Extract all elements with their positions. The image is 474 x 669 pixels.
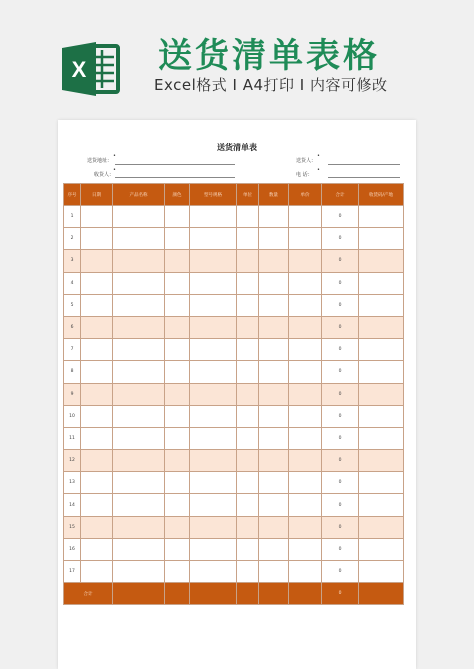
row-number-cell[interactable]: 17 bbox=[64, 561, 81, 583]
column-header: 单价 bbox=[289, 184, 322, 206]
table-row bbox=[64, 206, 404, 228]
table-cell[interactable] bbox=[289, 494, 322, 516]
table-cell[interactable] bbox=[359, 561, 404, 583]
table-row bbox=[64, 361, 404, 383]
table-cell[interactable] bbox=[190, 405, 237, 427]
table-cell[interactable] bbox=[81, 383, 113, 405]
table-cell[interactable] bbox=[359, 427, 404, 449]
table-cell[interactable] bbox=[113, 450, 165, 472]
column-header: 合计 bbox=[322, 184, 359, 206]
table-cell[interactable] bbox=[113, 361, 165, 383]
page-title: 送货清单表格 bbox=[158, 36, 380, 76]
table-cell[interactable] bbox=[289, 228, 322, 250]
table-cell[interactable] bbox=[113, 583, 165, 605]
table-cell[interactable] bbox=[190, 472, 237, 494]
table-cell[interactable] bbox=[81, 494, 113, 516]
table-cell[interactable] bbox=[81, 339, 113, 361]
row-total-cell[interactable]: 0 bbox=[322, 316, 359, 338]
table-row bbox=[64, 272, 404, 294]
row-total-cell[interactable]: 0 bbox=[322, 405, 359, 427]
table-footer-row bbox=[64, 583, 404, 605]
column-header: 序号 bbox=[64, 184, 81, 206]
table-cell[interactable] bbox=[165, 516, 190, 538]
row-total-cell[interactable]: 0 bbox=[322, 494, 359, 516]
row-number-cell[interactable]: 15 bbox=[64, 516, 81, 538]
table-cell[interactable] bbox=[81, 228, 113, 250]
table-cell[interactable] bbox=[359, 383, 404, 405]
table-cell[interactable] bbox=[259, 427, 289, 449]
table-row bbox=[64, 450, 404, 472]
table-cell[interactable] bbox=[289, 250, 322, 272]
table-cell[interactable] bbox=[165, 339, 190, 361]
excel-logo-icon bbox=[60, 38, 122, 100]
table-cell[interactable] bbox=[190, 272, 237, 294]
phone-label: 电 话： bbox=[296, 172, 313, 178]
table-cell[interactable] bbox=[359, 494, 404, 516]
table-header-row bbox=[64, 184, 404, 206]
table-cell[interactable] bbox=[113, 206, 165, 228]
column-header: 收货码/产地 bbox=[359, 184, 404, 206]
table-cell[interactable] bbox=[289, 272, 322, 294]
row-number-cell[interactable]: 10 bbox=[64, 405, 81, 427]
table-cell[interactable] bbox=[237, 206, 259, 228]
table-cell[interactable] bbox=[165, 383, 190, 405]
row-total-cell[interactable]: 0 bbox=[322, 516, 359, 538]
table-cell[interactable] bbox=[165, 583, 190, 605]
table-cell[interactable] bbox=[359, 472, 404, 494]
table-cell[interactable] bbox=[259, 294, 289, 316]
table-cell[interactable] bbox=[259, 450, 289, 472]
table-cell[interactable] bbox=[359, 538, 404, 560]
column-header: 产品名称 bbox=[113, 184, 165, 206]
table-cell[interactable] bbox=[81, 405, 113, 427]
row-total-cell[interactable]: 0 bbox=[322, 250, 359, 272]
table-cell[interactable] bbox=[359, 294, 404, 316]
table-cell[interactable] bbox=[190, 538, 237, 560]
table-cell[interactable] bbox=[259, 250, 289, 272]
table-cell[interactable] bbox=[259, 206, 289, 228]
table-cell[interactable] bbox=[359, 228, 404, 250]
table-cell[interactable] bbox=[289, 561, 322, 583]
table-body bbox=[64, 206, 404, 583]
table-cell[interactable] bbox=[359, 583, 404, 605]
row-number-cell[interactable]: 13 bbox=[64, 472, 81, 494]
row-number-cell[interactable]: 3 bbox=[64, 250, 81, 272]
table-cell[interactable] bbox=[190, 339, 237, 361]
table-cell[interactable] bbox=[113, 250, 165, 272]
table-cell[interactable] bbox=[190, 206, 237, 228]
column-header: 颜色 bbox=[165, 184, 190, 206]
table-cell[interactable] bbox=[190, 228, 237, 250]
table-cell[interactable] bbox=[81, 361, 113, 383]
row-number-cell[interactable]: 11 bbox=[64, 427, 81, 449]
table-cell[interactable] bbox=[81, 472, 113, 494]
table-cell[interactable] bbox=[259, 383, 289, 405]
table-cell[interactable] bbox=[289, 361, 322, 383]
table-cell[interactable] bbox=[259, 494, 289, 516]
table-cell[interactable] bbox=[113, 316, 165, 338]
table-cell[interactable] bbox=[190, 250, 237, 272]
table-cell[interactable] bbox=[289, 472, 322, 494]
table-cell[interactable] bbox=[237, 472, 259, 494]
send-address-field[interactable] bbox=[115, 164, 235, 165]
table-cell[interactable] bbox=[259, 361, 289, 383]
table-cell[interactable] bbox=[289, 206, 322, 228]
table-cell[interactable] bbox=[165, 250, 190, 272]
table-cell[interactable] bbox=[165, 427, 190, 449]
table-cell[interactable] bbox=[81, 294, 113, 316]
table-cell[interactable] bbox=[190, 361, 237, 383]
row-number-cell[interactable]: 4 bbox=[64, 272, 81, 294]
row-number-cell[interactable]: 9 bbox=[64, 383, 81, 405]
table-cell[interactable] bbox=[237, 294, 259, 316]
table-cell[interactable] bbox=[237, 516, 259, 538]
table-cell[interactable] bbox=[165, 405, 190, 427]
row-number-cell[interactable]: 8 bbox=[64, 361, 81, 383]
table-cell[interactable] bbox=[237, 494, 259, 516]
table-cell[interactable] bbox=[190, 450, 237, 472]
table-cell[interactable] bbox=[359, 316, 404, 338]
page-subtitle: Excel格式 I A4打印 I 内容可修改 bbox=[154, 76, 388, 94]
table-cell[interactable] bbox=[237, 361, 259, 383]
table-cell[interactable] bbox=[259, 228, 289, 250]
table-cell[interactable] bbox=[165, 272, 190, 294]
row-number-cell[interactable]: 14 bbox=[64, 494, 81, 516]
table-row bbox=[64, 405, 404, 427]
row-total-cell[interactable]: 0 bbox=[322, 294, 359, 316]
table-cell[interactable] bbox=[259, 472, 289, 494]
sheet-paper bbox=[58, 120, 416, 669]
table-row bbox=[64, 339, 404, 361]
send-address-label: 送货地址： bbox=[87, 158, 113, 164]
table-cell[interactable] bbox=[190, 294, 237, 316]
table-cell[interactable] bbox=[113, 383, 165, 405]
table-cell[interactable] bbox=[289, 405, 322, 427]
table-cell[interactable] bbox=[113, 472, 165, 494]
table-cell[interactable] bbox=[237, 583, 259, 605]
field-marker: • bbox=[317, 167, 320, 173]
table-cell[interactable] bbox=[259, 538, 289, 560]
logo-letter: X bbox=[71, 57, 87, 82]
field-marker: • bbox=[113, 153, 116, 159]
column-header: 单位 bbox=[237, 184, 259, 206]
row-number-cell[interactable]: 12 bbox=[64, 450, 81, 472]
table-cell[interactable] bbox=[259, 516, 289, 538]
footer-total[interactable]: 0 bbox=[322, 583, 359, 605]
table-row bbox=[64, 383, 404, 405]
table-cell[interactable] bbox=[113, 561, 165, 583]
table-cell[interactable] bbox=[190, 583, 237, 605]
table-cell[interactable] bbox=[359, 250, 404, 272]
table-cell[interactable] bbox=[237, 538, 259, 560]
table-cell[interactable] bbox=[81, 538, 113, 560]
table-cell[interactable] bbox=[81, 516, 113, 538]
table-cell[interactable] bbox=[237, 316, 259, 338]
table-cell[interactable] bbox=[113, 538, 165, 560]
column-header: 型号规格 bbox=[190, 184, 237, 206]
row-total-cell[interactable]: 0 bbox=[322, 383, 359, 405]
table-row bbox=[64, 494, 404, 516]
table-cell[interactable] bbox=[359, 450, 404, 472]
table-cell[interactable] bbox=[359, 516, 404, 538]
table-cell[interactable] bbox=[165, 561, 190, 583]
table-cell[interactable] bbox=[165, 206, 190, 228]
table-cell[interactable] bbox=[237, 272, 259, 294]
table-cell[interactable] bbox=[81, 316, 113, 338]
table-cell[interactable] bbox=[237, 427, 259, 449]
table-cell[interactable] bbox=[359, 361, 404, 383]
row-total-cell[interactable]: 0 bbox=[322, 361, 359, 383]
row-number-cell[interactable]: 6 bbox=[64, 316, 81, 338]
table-cell[interactable] bbox=[259, 316, 289, 338]
row-total-cell[interactable]: 0 bbox=[322, 228, 359, 250]
send-person-label: 送货人： bbox=[296, 158, 317, 164]
table-cell[interactable] bbox=[237, 405, 259, 427]
row-total-cell[interactable]: 0 bbox=[322, 450, 359, 472]
footer-label: 合计 bbox=[64, 583, 113, 605]
table-cell[interactable] bbox=[190, 494, 237, 516]
table-cell[interactable] bbox=[113, 405, 165, 427]
delivery-table bbox=[63, 183, 404, 605]
table-cell[interactable] bbox=[190, 561, 237, 583]
row-number-cell[interactable]: 2 bbox=[64, 228, 81, 250]
table-cell[interactable] bbox=[289, 450, 322, 472]
table-cell[interactable] bbox=[289, 294, 322, 316]
table-row bbox=[64, 472, 404, 494]
table-cell[interactable] bbox=[359, 206, 404, 228]
phone-field[interactable] bbox=[328, 177, 400, 178]
table-row bbox=[64, 294, 404, 316]
table-cell[interactable] bbox=[165, 294, 190, 316]
table-cell[interactable] bbox=[289, 427, 322, 449]
row-number-cell[interactable]: 1 bbox=[64, 206, 81, 228]
table-cell[interactable] bbox=[81, 272, 113, 294]
table-cell[interactable] bbox=[289, 583, 322, 605]
document-title: 送货清单表 bbox=[217, 143, 257, 152]
table-cell[interactable] bbox=[259, 561, 289, 583]
table-cell[interactable] bbox=[113, 494, 165, 516]
table-cell[interactable] bbox=[113, 272, 165, 294]
table-cell[interactable] bbox=[259, 583, 289, 605]
table-row bbox=[64, 427, 404, 449]
table-cell[interactable] bbox=[289, 316, 322, 338]
table-cell[interactable] bbox=[237, 339, 259, 361]
row-total-cell[interactable]: 0 bbox=[322, 561, 359, 583]
table-cell[interactable] bbox=[165, 494, 190, 516]
row-total-cell[interactable]: 0 bbox=[322, 472, 359, 494]
row-total-cell[interactable]: 0 bbox=[322, 538, 359, 560]
table-cell[interactable] bbox=[259, 339, 289, 361]
row-number-cell[interactable]: 16 bbox=[64, 538, 81, 560]
receiver-field[interactable] bbox=[115, 177, 235, 178]
field-marker: • bbox=[113, 167, 116, 173]
receiver-label: 收货人： bbox=[94, 172, 115, 178]
table-cell[interactable] bbox=[259, 405, 289, 427]
table-cell[interactable] bbox=[165, 450, 190, 472]
table-row bbox=[64, 228, 404, 250]
table-cell[interactable] bbox=[165, 316, 190, 338]
row-total-cell[interactable]: 0 bbox=[322, 339, 359, 361]
column-header: 日期 bbox=[81, 184, 113, 206]
table-cell[interactable] bbox=[289, 538, 322, 560]
table-cell[interactable] bbox=[165, 538, 190, 560]
table-cell[interactable] bbox=[165, 472, 190, 494]
table-cell[interactable] bbox=[237, 250, 259, 272]
table-cell[interactable] bbox=[113, 427, 165, 449]
table-cell[interactable] bbox=[190, 316, 237, 338]
header bbox=[0, 0, 474, 118]
table-row bbox=[64, 316, 404, 338]
field-marker: • bbox=[317, 153, 320, 159]
table-cell[interactable] bbox=[81, 427, 113, 449]
table-cell[interactable] bbox=[190, 383, 237, 405]
row-total-cell[interactable]: 0 bbox=[322, 206, 359, 228]
table-cell[interactable] bbox=[289, 516, 322, 538]
table-cell[interactable] bbox=[289, 383, 322, 405]
table-cell[interactable] bbox=[289, 339, 322, 361]
table-cell[interactable] bbox=[81, 206, 113, 228]
row-number-cell[interactable]: 7 bbox=[64, 339, 81, 361]
table-cell[interactable] bbox=[237, 383, 259, 405]
column-header: 数量 bbox=[259, 184, 289, 206]
table-cell[interactable] bbox=[113, 294, 165, 316]
table-cell[interactable] bbox=[81, 450, 113, 472]
table-row bbox=[64, 250, 404, 272]
table-cell[interactable] bbox=[359, 405, 404, 427]
table-cell[interactable] bbox=[237, 450, 259, 472]
row-number-cell[interactable]: 5 bbox=[64, 294, 81, 316]
row-total-cell[interactable]: 0 bbox=[322, 272, 359, 294]
table-cell[interactable] bbox=[190, 516, 237, 538]
send-person-field[interactable] bbox=[328, 164, 400, 165]
table-cell[interactable] bbox=[113, 228, 165, 250]
row-total-cell[interactable]: 0 bbox=[322, 427, 359, 449]
table-cell[interactable] bbox=[359, 272, 404, 294]
table-cell[interactable] bbox=[190, 427, 237, 449]
table-cell[interactable] bbox=[237, 228, 259, 250]
table-cell[interactable] bbox=[113, 339, 165, 361]
table-row bbox=[64, 516, 404, 538]
table-row bbox=[64, 538, 404, 560]
table-cell[interactable] bbox=[165, 228, 190, 250]
table-row bbox=[64, 561, 404, 583]
table-cell[interactable] bbox=[81, 561, 113, 583]
table-cell[interactable] bbox=[165, 361, 190, 383]
table-cell[interactable] bbox=[113, 516, 165, 538]
table-cell[interactable] bbox=[259, 272, 289, 294]
table-cell[interactable] bbox=[359, 339, 404, 361]
table-cell[interactable] bbox=[81, 250, 113, 272]
table-cell[interactable] bbox=[237, 561, 259, 583]
